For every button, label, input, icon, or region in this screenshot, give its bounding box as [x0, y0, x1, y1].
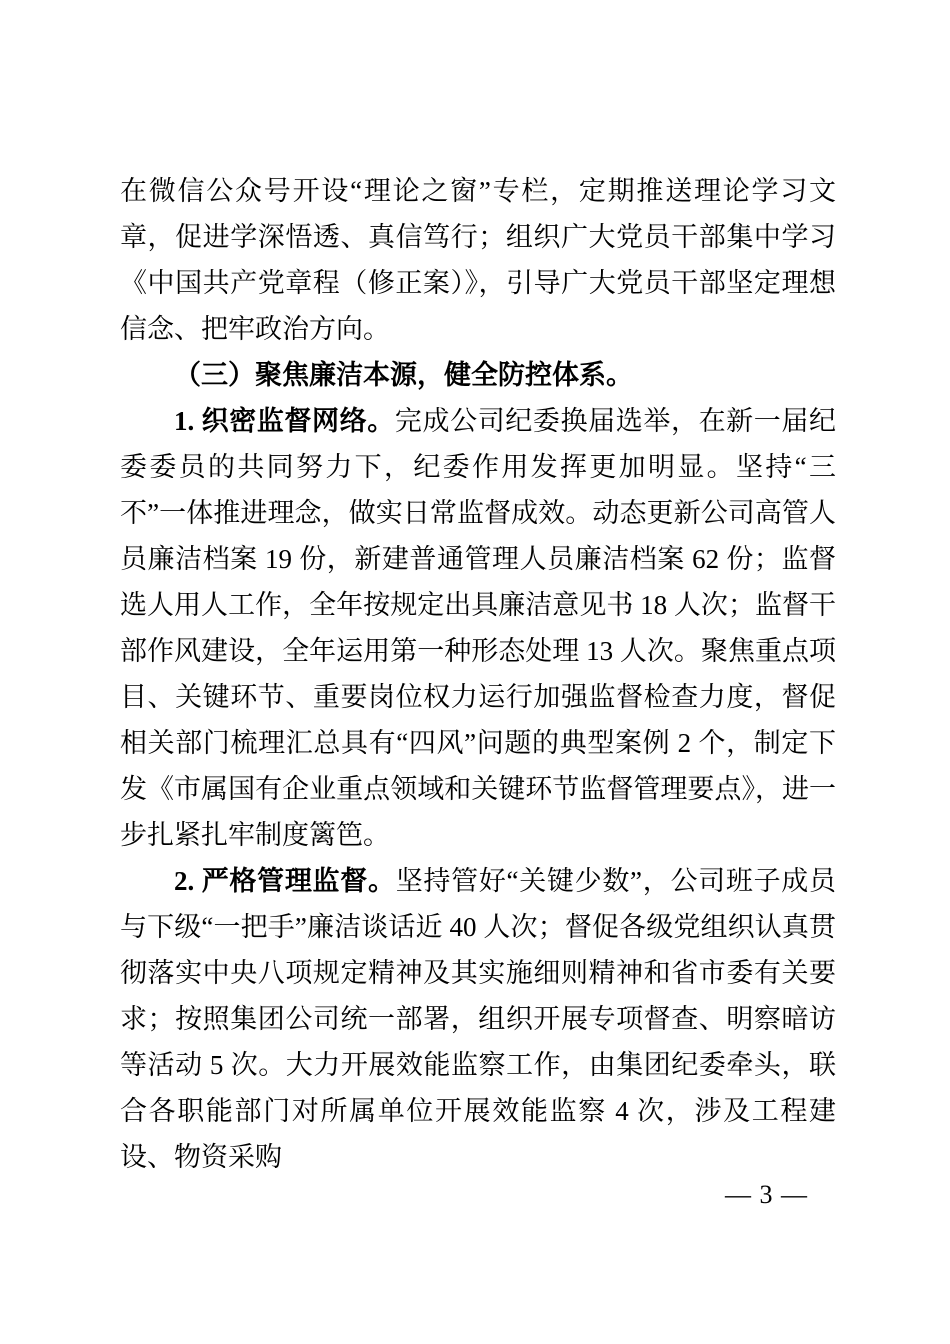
page-number: — 3 — [725, 1180, 808, 1209]
numbered-item-1-body: 完成公司纪委换届选举，在新一届纪委委员的共同努力下，纪委作用发挥更加明显。坚持“三不”一体推进理念，做实日常监督成效。动态更新公司高管人员廉洁档案 19 份，新建普通管理人员廉洁档案 62 份；监督选人用人工作，全年按规定出具廉洁意见书 18 人次；监督干部作风建设，全年运用第一种形态处理 13 人次。聚焦重点项目、关键环节、重要岗位权力运行加强监督检查力度，督促相关部门梳理汇总具有“四风”问题的典型案例 2 个，制定下发《市属国有企业重点领域和关键环节监督管理要点》，进一步扎紧扎牢制度篱笆。 [120, 406, 837, 850]
numbered-item-2 [120, 858, 836, 1180]
numbered-item-1-lead: 1. 织密监督网络。 [174, 406, 395, 436]
paragraph-continuation: 在微信公众号开设“理论之窗”专栏，定期推送理论学习文章，促进学深悟透、真信笃行；组织广大党员干部集中学习《中国共产党章程（修正案）》，引导广大党员干部坚定理想信念、把牢政治方向。 [120, 176, 836, 344]
section-heading: （三）聚焦廉洁本源，健全防控体系。 [174, 360, 633, 390]
numbered-item-2-lead: 2. 严格管理监督。 [174, 866, 396, 896]
numbered-item-1 [120, 398, 836, 858]
document-body [120, 168, 836, 1180]
numbered-item-2-body: 坚持管好“关键少数”，公司班子成员与下级“一把手”廉洁谈话近 40 人次；督促各级党组织认真贯彻落实中央八项规定精神及其实施细则精神和省市委有关要求；按照集团公司统一部署，组织开展专项督查、明察暗访等活动 5 次。大力开展效能监察工作，由集团纪委牵头，联合各职能部门对所属单位开展效能监察 4 次，涉及工程建设、物资采购 [120, 866, 837, 1172]
